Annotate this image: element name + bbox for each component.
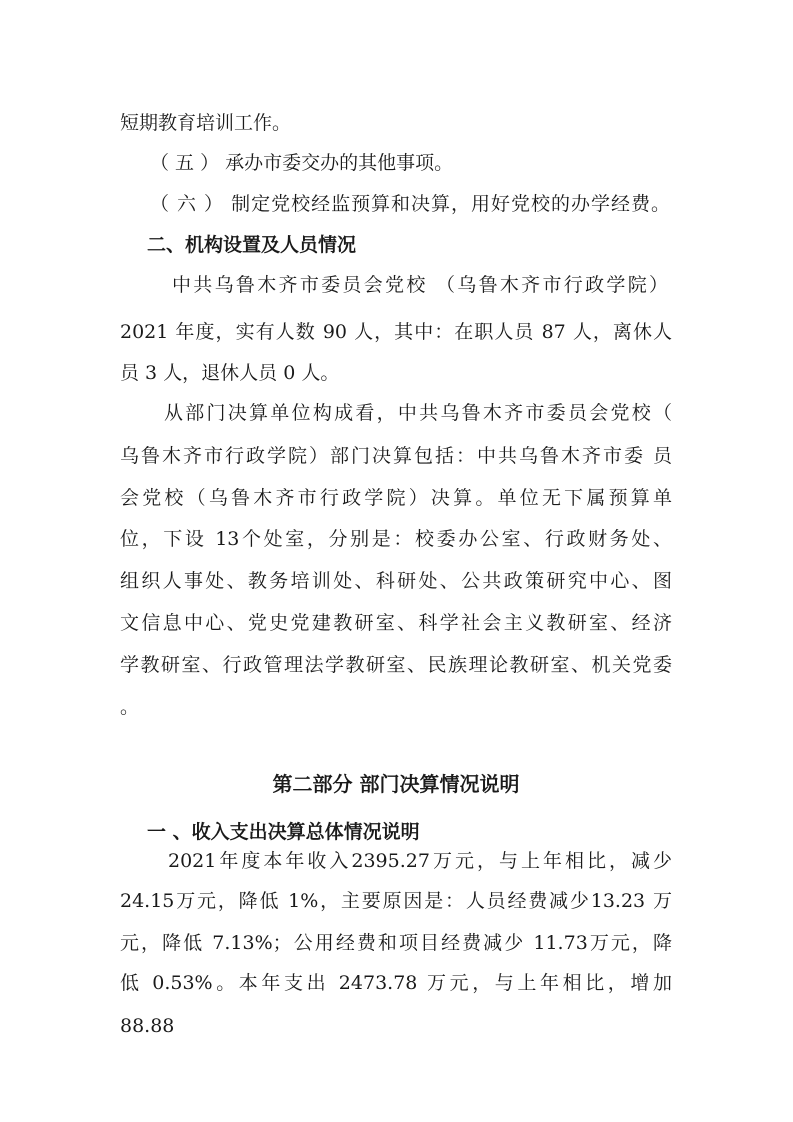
section-heading-organization: 二、机构设置及人员情况	[147, 234, 357, 256]
text-line-19: 24.15万元，降低 1%，主要原因是：人员经费减少13.23 万	[120, 890, 672, 912]
text-line-5: 中共乌鲁木齐市委员会党校 （乌鲁木齐市行政学院）	[172, 274, 668, 296]
text-line-2: （ 五 ） 承办市委交办的其他事项。	[150, 152, 454, 174]
text-line-1: 短期教育培训工作。	[120, 112, 292, 134]
text-line-8: 从部门决算单位构成看，中共乌鲁木齐市委员会党校（	[164, 402, 672, 424]
text-line-7: 员 3 人，退休人员 0 人。	[120, 362, 340, 384]
text-line-15: 。	[120, 696, 140, 718]
text-line-10: 会党校（乌鲁木齐市行政学院）决算。单位无下属预算单	[120, 487, 672, 509]
text-line-20: 元，降低 7.13%；公用经费和项目经费减少 11.73万元，降	[120, 932, 672, 954]
text-line-18: 2021年度本年收入2395.27万元，与上年相比，减少	[168, 850, 672, 872]
part-title: 第二部分 部门决算情况说明	[272, 772, 520, 796]
text-line-11: 位，下设 13个处室，分别是：校委办公室、行政财务处、	[120, 528, 672, 550]
text-line-6: 2021 年度，实有人数 90 人，其中：在职人员 87 人，离休人	[120, 321, 672, 343]
text-line-22: 88.88	[120, 1015, 175, 1037]
text-line-21: 低 0.53%。本年支出 2473.78 万元，与上年相比，增加	[120, 972, 672, 994]
text-line-12: 组织人事处、教务培训处、科研处、公共政策研究中心、图	[120, 570, 672, 592]
text-line-13: 文信息中心、党史党建教研室、科学社会主义教研室、经济	[120, 612, 672, 634]
text-line-9: 乌鲁木齐市行政学院）部门决算包括：中共乌鲁木齐市委 员	[120, 445, 672, 467]
text-line-14: 学教研室、行政管理法学教研室、民族理论教研室、机关党委	[120, 654, 672, 676]
section-heading-income-expense: 一 、收入支出决算总体情况说明	[147, 821, 420, 843]
text-line-3: （ 六 ） 制定党校经监预算和决算，用好党校的办学经费。	[150, 193, 670, 215]
